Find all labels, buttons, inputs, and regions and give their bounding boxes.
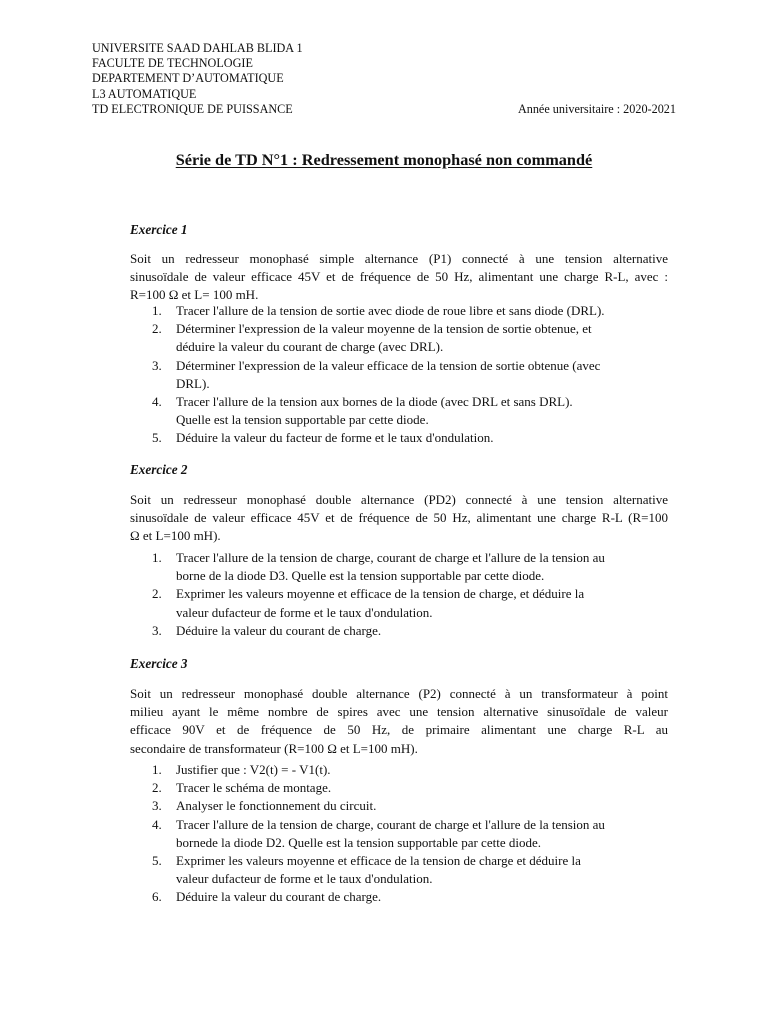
item-text: valeur dufacteur de forme et le taux d'ondulation. <box>176 604 433 620</box>
item-text: déduire la valeur du courant de charge (avec DRL). <box>176 339 444 355</box>
item-number: 3. <box>152 357 162 373</box>
item-text: Analyser le fonctionnement du circuit. <box>176 798 377 814</box>
exercise-3-intro <box>130 685 668 758</box>
exercise-2-intro-line: Ω et L=100 mH). <box>130 528 221 544</box>
item-number: 4. <box>152 816 162 832</box>
exercise-1-heading: Exercice 1 <box>130 222 188 237</box>
header-course-row <box>92 102 676 117</box>
list-item <box>152 357 672 393</box>
item-text: Déterminer l'expression de la valeur moyenne de la tension de sortie obtenue, et <box>176 321 592 337</box>
header-department: DEPARTEMENT D’AUTOMATIQUE <box>92 71 284 86</box>
item-number: 1. <box>152 762 162 777</box>
list-item <box>152 779 672 797</box>
list-item <box>152 816 672 852</box>
list-item <box>152 302 672 320</box>
header-academic-year: Année universitaire : 2020-2021 <box>517 101 676 116</box>
header-level: L3 AUTOMATIQUE <box>92 86 197 101</box>
item-text: Déduire la valeur du courant de charge. <box>176 889 382 905</box>
item-text: Tracer le schéma de montage. <box>176 780 332 796</box>
item-text: Justifier que : V2(t) = - V1(t). <box>176 762 331 777</box>
item-text: Exprimer les valeurs moyenne et efficace de la tension de charge, et déduire la <box>176 586 585 602</box>
list-item <box>152 888 672 906</box>
header-course: TD ELECTRONIQUE DE PUISSANCE <box>92 101 293 116</box>
exercise-3-questions <box>152 761 672 907</box>
page-title: Série de TD N°1 : Redressement monophasé non commandé <box>175 150 593 169</box>
item-number: 2. <box>152 321 162 337</box>
exercise-1-intro-line: sinusoïdale de valeur efficace 45V et de fréquence de 50 Hz, alimentant une charge R-L, avec : <box>130 269 668 285</box>
item-text: Exprimer les valeurs moyenne et efficace de la tension de charge et déduire la <box>176 853 581 869</box>
item-number: 4. <box>152 394 162 410</box>
item-text: Tracer l'allure de la tension de charge, courant de charge et l'allure de la tension au <box>176 550 605 565</box>
exercise-1-intro-line: Soit un redresseur monophasé simple alternance (P1) connecté à une tension alternative <box>130 251 668 266</box>
exercise-3-intro-line: efficace 90V et de fréquence de 50 Hz, de primaire alimentant une charge R-L au <box>130 722 668 738</box>
exercise-1-questions <box>152 302 672 448</box>
item-number: 3. <box>152 798 162 814</box>
exercise-3-heading: Exercice 3 <box>130 656 188 671</box>
exercise-3-intro-line: Soit un redresseur monophasé double alternance (P2) connecté à un transformateur à point <box>130 686 668 701</box>
item-number: 2. <box>152 780 162 796</box>
item-text: Tracer l'allure de la tension aux bornes de la diode (avec DRL et sans DRL). <box>176 394 573 410</box>
list-item <box>152 852 672 888</box>
list-item <box>152 429 672 447</box>
item-number: 5. <box>152 430 162 446</box>
item-text: DRL). <box>176 375 210 391</box>
item-text: Déduire la valeur du facteur de forme et le taux d'ondulation. <box>176 430 494 446</box>
item-text: Tracer l'allure de la tension de charge, courant de charge et l'allure de la tension au <box>176 816 605 832</box>
item-text: bornede la diode D2. Quelle est la tension supportable par cette diode. <box>176 834 541 850</box>
exercise-2-questions <box>152 549 672 640</box>
item-number: 1. <box>152 550 162 565</box>
item-number: 3. <box>152 622 162 638</box>
item-text: borne de la diode D3. Quelle est la tension supportable par cette diode. <box>176 568 545 584</box>
item-number: 1. <box>152 303 162 318</box>
item-text: valeur dufacteur de forme et le taux d'ondulation. <box>176 871 433 887</box>
item-text: Quelle est la tension supportable par cette diode. <box>176 412 429 428</box>
exercise-2-intro-line: sinusoïdale de valeur efficace 45V et de fréquence de 50 Hz, alimentant une charge R-L (R=100 <box>130 510 668 526</box>
list-item <box>152 761 672 779</box>
list-item <box>152 622 672 640</box>
item-number: 5. <box>152 853 162 869</box>
item-text: Déterminer l'expression de la valeur efficace de la tension de sortie obtenue (avec <box>176 357 601 373</box>
exercise-2-intro <box>130 491 668 546</box>
exercise-2-heading: Exercice 2 <box>130 462 188 477</box>
list-item <box>152 797 672 815</box>
document-header <box>92 41 676 117</box>
item-text: Tracer l'allure de la tension de sortie avec diode de roue libre et sans diode (DRL). <box>176 303 605 318</box>
item-number: 6. <box>152 889 162 905</box>
exercise-2-intro-line: Soit un redresseur monophasé double alternance (PD2) connecté à une tension alternative <box>130 492 668 507</box>
header-university: UNIVERSITE SAAD DAHLAB BLIDA 1 <box>92 41 303 55</box>
exercise-1-intro <box>130 250 668 305</box>
list-item <box>152 320 672 356</box>
exercise-3-intro-line: milieu ayant le même nombre de spires avec une tension alternative sinusoïdale de valeur <box>130 704 668 720</box>
exercise-3-intro-line: secondaire de transformateur (R=100 Ω et L=100 mH). <box>130 740 418 756</box>
item-number: 2. <box>152 586 162 602</box>
list-item <box>152 585 672 621</box>
list-item <box>152 393 672 429</box>
header-faculty: FACULTE DE TECHNOLOGIE <box>92 56 253 71</box>
item-text: Déduire la valeur du courant de charge. <box>176 622 382 638</box>
list-item <box>152 549 672 585</box>
exercise-1-intro-line: R=100 Ω et L= 100 mH. <box>130 287 259 303</box>
